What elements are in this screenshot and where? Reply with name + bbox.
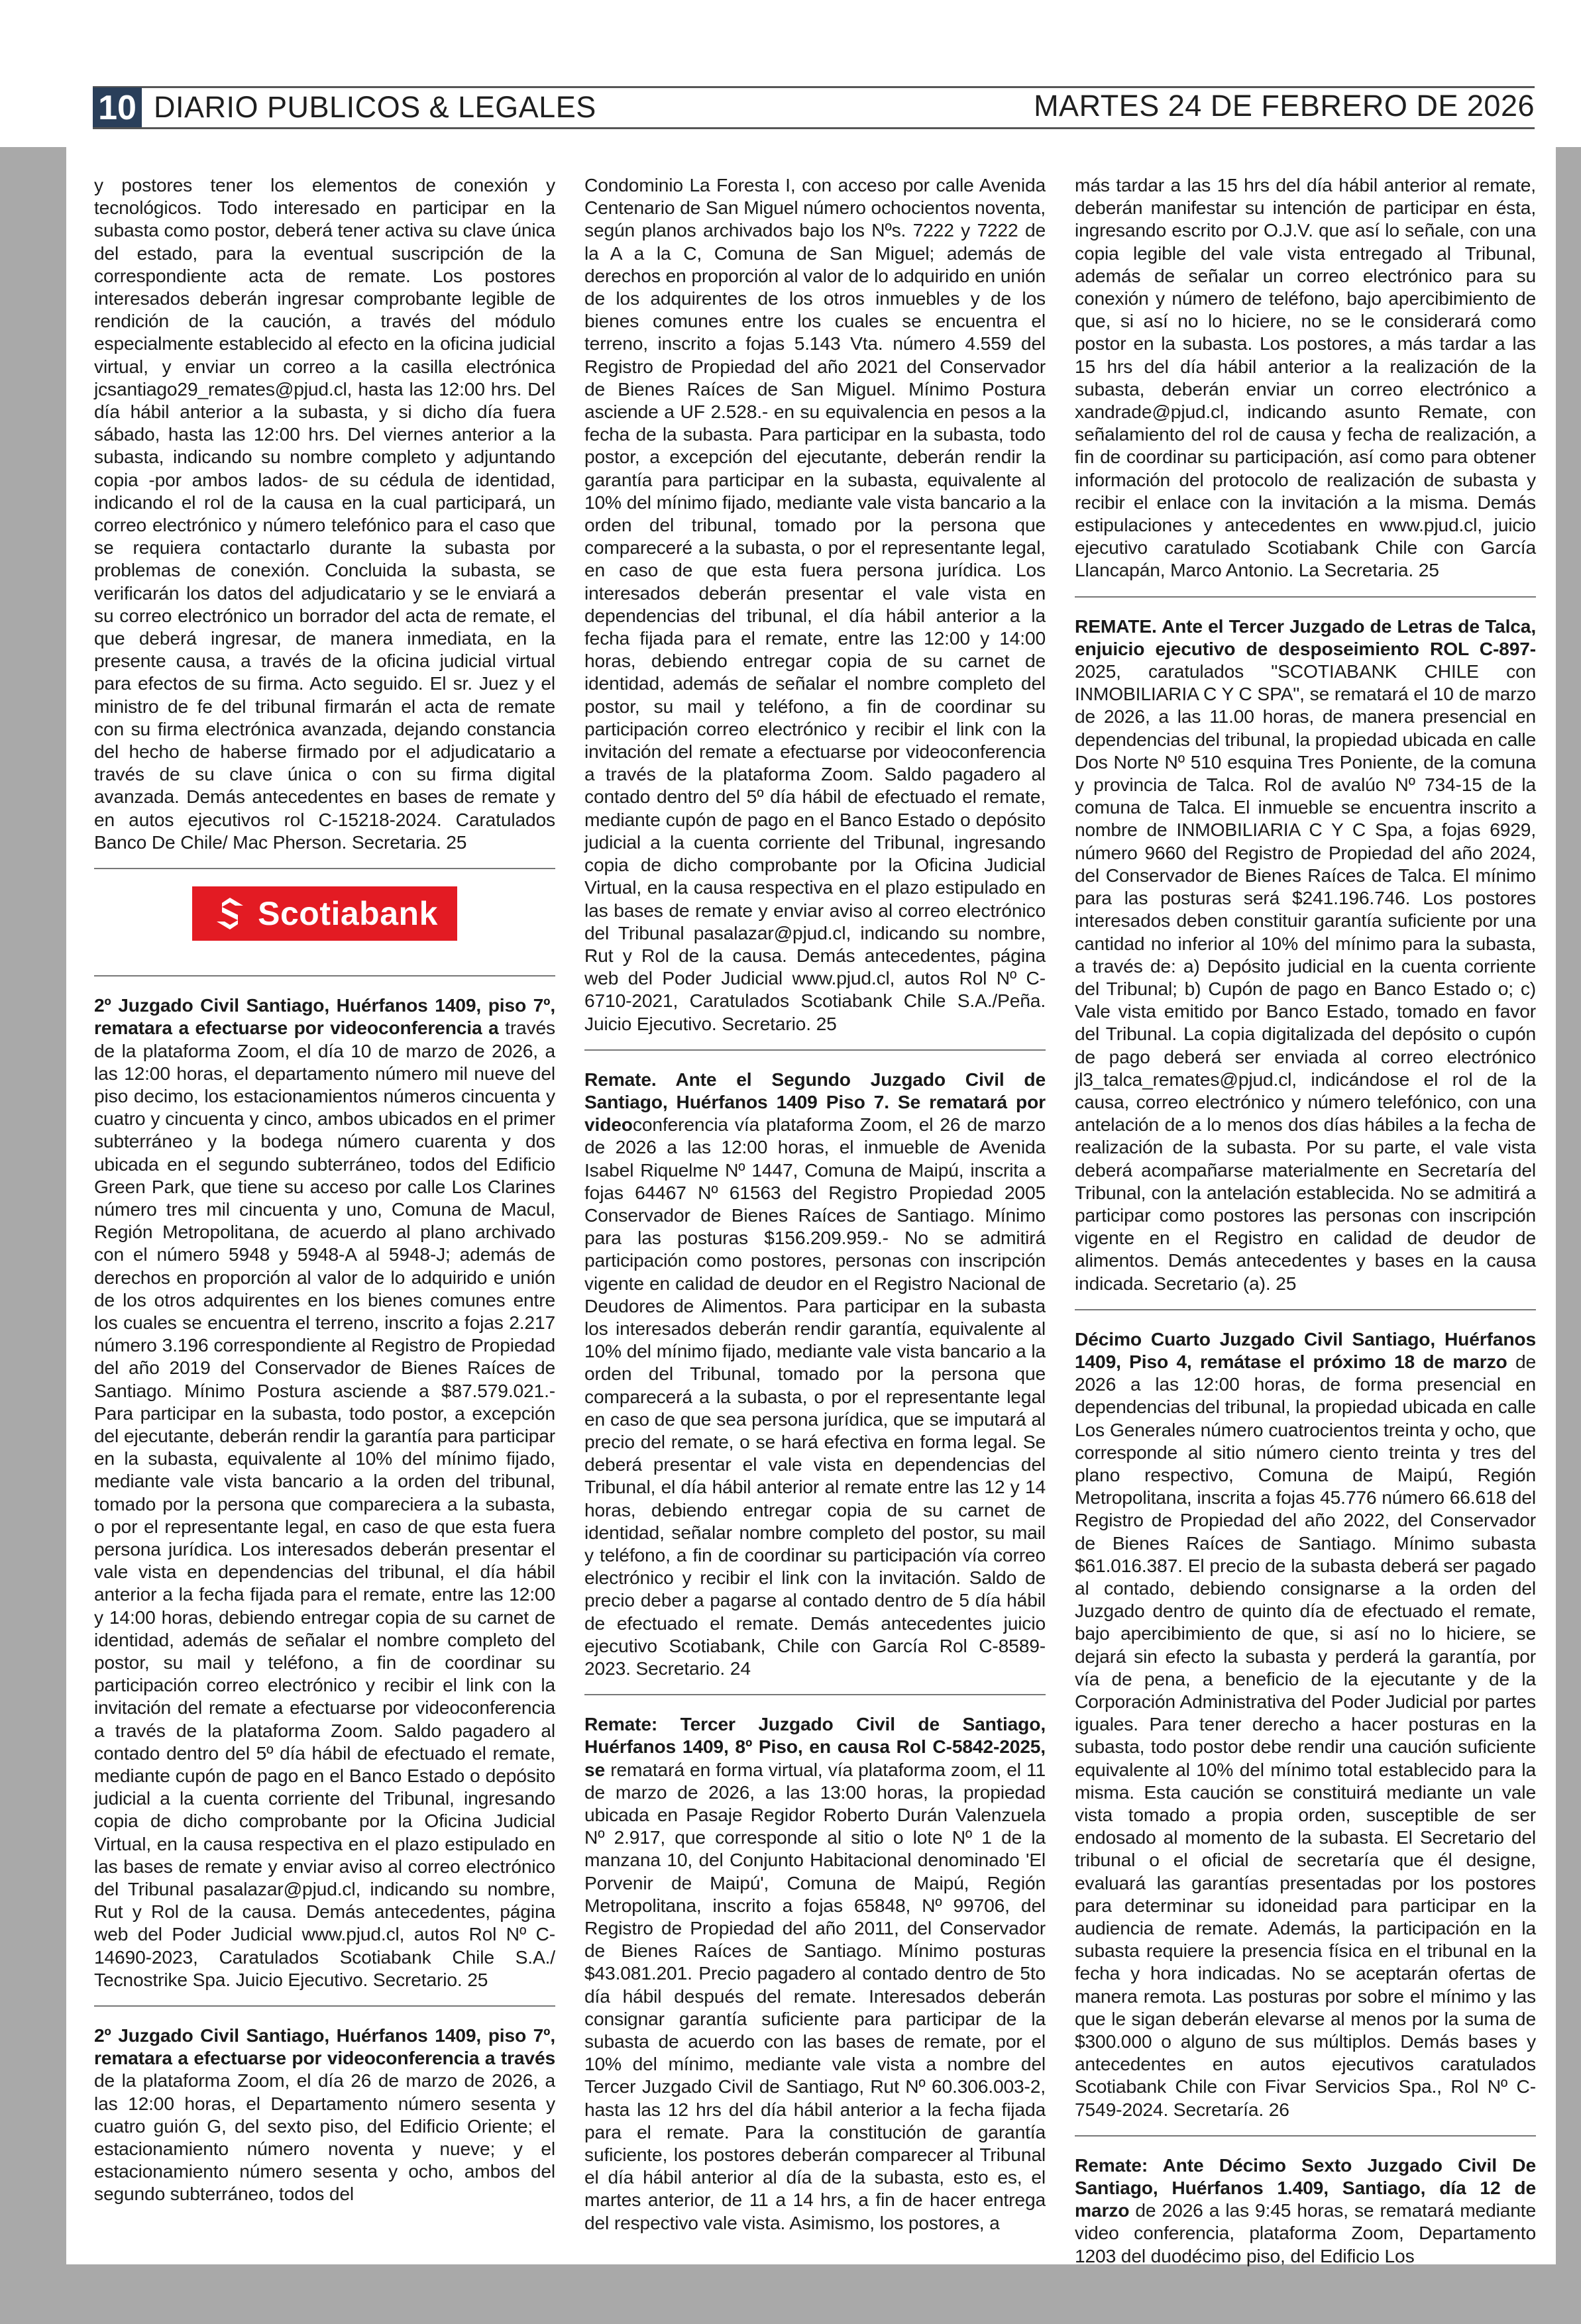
notice: [1075, 615, 1536, 1310]
page-header: [0, 0, 1581, 147]
header-rule-top: [93, 86, 1535, 88]
notice-lead: Décimo Cuarto Juzgado Civil Santiago, Huérfanos 1409, Piso 4, remátase el próximo 18 de marzo: [1075, 1328, 1536, 1372]
notice: [94, 174, 555, 869]
page-content: [66, 147, 1556, 2264]
notice: [584, 1713, 1046, 2248]
notice: [584, 1068, 1046, 1695]
notice-body: Condominio La Foresta I, con acceso por calle Avenida Centenario de San Miguel número ochocientos noventa, según planos archivados bajo los Nºs. 7222 y 7222 de la A a la C, Comuna de San Miguel; además de derechos en proporción al valor de lo adquirido en unión de los adquirentes de los otros inmuebles y de los bienes comunes entre los cuales se encuentra el terreno, inscrito a fojas 5.143 Vta. número 4.559 del Registro de Propiedad del año 2021 del Conservador de Bienes Raíces de San Miguel. Mínimo Postura asciende a UF 2.528.- en su equivalencia en pesos a la fecha de la subasta. Para participar en la subasta, todo postor, a excepción del ejecutante, deberán rendir la garantía para participar en la subasta, equivalente al 10% del mínimo fijado, mediante vale vista bancario a la orden del tribunal, tomado por la persona que compareceré a la subasta, o por el representante legal, en caso de que esta fuera persona jurídica. Los interesados deberán presentar el vale vista en dependencias del tribunal, el día hábil anterior a la fecha fijada para el remate, entre las 12:00 y 14:00 horas, debiendo entregar copia de su carnet de identidad, además de señalar el nombre completo del postor, su mail y teléfono, a fin de coordinar su participación correo electrónico y recibir el link con la invitación del remate a efectuarse por videoconferencia a través de la plataforma Zoom. Saldo pagadero al contado dentro del 5º día hábil de efectuado el remate, mediante cupón de pago en el Banco Estado o depósito judicial a la cuenta corriente del Tribunal, ingresando copia de dicho comprobante por la Oficina Judicial Virtual, en la causa respectiva en el plazo estipulado en las bases de remate y enviar aviso al correo electrónico del Tribunal pasalazar@pjud.cl, indicando su nombre, Rut y Rol de la causa. Demás antecedentes, página web del Poder Judicial www.pjud.cl, autos Rol Nº C-6710-2021, Caratulados Scotiabank Chile S.A./Peña. Juicio Ejecutivo. Secretario. 25: [584, 174, 1046, 1034]
notice-body: través de la plataforma Zoom, el día 10 de marzo de 2026, a las 12:00 horas, el departamento número mil nueve del piso decimo, los estacionamientos números cincuenta y cuatro y cincuenta y cinco, ambos ubicados en el primer subterráneo y la bodega número cuarenta y dos ubicada en el segundo subterráneo, todos del Edificio Green Park, que tiene su acceso por calle Los Clarines número tres mil cincuenta y uno, Comuna de Macul, Región Metropolitana, de acuerdo al plano archivado con el número 5948 y 5948-A al 5948-J; además de derechos en proporción al valor de lo adquirido e unión de los otros adquirentes en los bienes comunes entre los cuales se encuentra el terreno, inscrito a fojas 2.217 número 3.196 correspondiente al Registro de Propiedad del año 2019 del Conservador de Bienes Raíces de Santiago. Mínimo Postura asciende a $87.579.021.- Para participar en la subasta, todo postor, a excepción del ejecutante, deberán rendir la garantía para participar en la subasta, equivalente al 10% del mínimo fijado, mediante vale vista bancario a la orden del tribunal, tomado por la persona que compareciera a la subasta, o por el representante legal, en caso de que esta fuera persona jurídica. Los interesados deberán presentar el vale vista en dependencias del tribunal, el día hábil anterior a la fecha fijada para el remate, entre las 12:00 y 14:00 horas, debiendo entregar copia de su carnet de identidad, además de señalar el nombre completo del postor, su mail y teléfono, a fin de coordinar su participación correo electrónico y recibir el link con la invitación del remate a efectuarse por videoconferencia a través de la plataforma Zoom. Saldo pagadero al contado dentro del 5º día hábil de efectuado el remate, mediante cupón de pago en el Banco Estado o depósito judicial a la cuenta corriente del Tribunal, ingresando copia de dicho comprobante por la Oficina Judicial Virtual, en la causa respectiva en el plazo estipulado en las bases de remate y enviar aviso al correo electrónico del Tribunal pasalazar@pjud.cl, indicando su nombre, Rut y Rol de la causa. Demás antecedentes, página web del Poder Judicial www.pjud.cl, autos Rol Nº C-14690-2023, Caratulados Scotiabank Chile S.A./ Tecnostrike Spa. Juicio Ejecutivo. Secretario. 25: [94, 1017, 555, 1990]
notice: [1075, 174, 1536, 598]
notice: [584, 174, 1046, 1051]
publication-title: DIARIO PUBLICOS & LEGALES: [154, 90, 596, 124]
advertiser-logo-block: [94, 886, 555, 977]
notice: [94, 994, 555, 2007]
notice: [1075, 2154, 1536, 2282]
notice-body: y postores tener los elementos de conexión y tecnológicos. Todo interesado en participar en la subasta como postor, deberá tener activa su clave única del estado, para la eventual suscripción de la correspondiente acta de remate. Los postores interesados deberán ingresar comprobante legible de rendición de la caución, a través del módulo especialmente establecido al efecto en la oficina judicial virtual, y enviar un correo a la casilla electrónica jcsantiago29_remates@pjud.cl, hasta las 12:00 hrs. Del día hábil anterior a la subasta, y si dicho día fuera sábado, hasta las 12:00 hrs. Del viernes anterior a la subasta, indicando su nombre completo y adjuntando copia -por ambos lados- de su cédula de identidad, indicando el rol de la causa en la cual participará, un correo electrónico y número telefónico para el caso que se requiera contactarlo durante la subasta por problemas de conexión. Concluida la subasta, se verificarán los datos del adjudicatario y se le enviará a su correo electrónico un borrador del acta de remate, el que deberá ingresar, de manera inmediata, en la presente causa, a través de la oficina judicial virtual para efectos de su firma. Acto seguido. El sr. Juez y el ministro de fe del tribunal firmarán el acta de remate con su firma electrónica avanzada, dejando constancia del hecho de haberse firmado por el adjudicatario a través de su clave única o con su firma digital avanzada. Demás antecedentes en bases de remate y en autos ejecutivos rol C-15218-2024. Caratulados Banco De Chile/ Mac Pherson. Secretaria. 25: [94, 174, 555, 853]
column-1: [94, 174, 555, 2254]
issue-date: MARTES 24 DE FEBRERO DE 2026: [1034, 89, 1535, 123]
notice-body: 2025, caratulados "SCOTIABANK CHILE con INMOBILIARIA C Y C SPA", se rematará el 10 de marzo de 2026, a las 11.00 horas, de manera presencial en dependencias del tribunal, la propiedad ubicada en calle Dos Norte Nº 510 esquina Tres Poniente, de la comuna y provincia de Talca. Rol de avalúo Nº 734-15 de la comuna de Talca. El inmueble se encuentra inscrito a nombre de INMOBILIARIA C Y C Spa, a fojas 6929, número 9660 del Registro de Propiedad del año 2024, del Conservador de Bienes Raíces de Talca. El mínimo para las posturas será $241.196.746. Los postores interesados deben constituir garantía suficiente por una cantidad no inferior al 10% del mínimo para la subasta, a través de: a) Depósito judicial en la cuenta corriente del Tribunal; b) Cupón de pago en Banco Estado o; c) Vale vista emitido por Banco Estado, tomado en favor del Tribunal. La copia digitalizada del depósito o cupón de pago deberá ser enviada al correo electrónico jl3_talca_remates@pjud.cl, indicándose el rol de la causa, correo electrónico y número telefónico, con una antelación de a lo menos dos días hábiles a la fecha de realización de la subasta. Por su parte, el vale vista deberá acompañarse materialmente en Secretaría del Tribunal, con la antelación establecida. No se admitirá a participar como postores las personas con inscripción vigente en el Registro en calidad de deudor de alimentos. Demás antecedentes y bases en la causa indicada. Secretario (a). 25: [1075, 660, 1536, 1294]
page-number: 10: [93, 87, 142, 127]
scotiabank-logo: [192, 886, 457, 941]
notice-body: de la plataforma Zoom, el día 26 de marzo de 2026, a las 12:00 horas, el Departamento número sesenta y cuatro guión G, del sexto piso, del Edificio Oriente; el estacionamiento número noventa y nueve; y el estacionamiento número sesenta y ocho, ambos del segundo subterráneo, todos del: [94, 2070, 555, 2205]
notice-lead: Remate. Ante el Segundo Juzgado Civil de Santiago, Huérfanos 1409 Piso 7. Se rematará por video: [584, 1068, 1046, 1136]
notice-body: conferencia vía plataforma Zoom, el 26 de marzo de 2026 a las 12:00 horas, el inmueble de Avenida Isabel Riquelme Nº 1447, Comuna de Maipú, inscrita a fojas 64467 Nº 61563 del Registro Propiedad 2005 Conservador de Bienes Raíces de Santiago. Mínimo para las posturas $156.209.959.- No se admitirá participación como postores, personas con inscripción vigente en calidad de deudor en el Registro Nacional de Deudores de Alimentos. Para participar en la subasta los interesados deberán rendir garantía, equivalente al 10% del mínimo fijado, mediante vale vista bancario a la orden del Tribunal, tomado por la persona que comparecerá a la subasta, o por el representante legal en caso de que sea persona jurídica, que se imputará al precio del remate, o se hará efectiva en forma legal. Se deberá presentar el vale vista en dependencias del Tribunal, el día hábil anterior al remate entre las 12 y 14 horas, debiendo entregar copia de su carnet de identidad, señalar nombre completo del postor, su mail y teléfono, a fin de coordinar su participación vía correo electrónico y recibir el link con la invitación. Saldo de precio deber a pagarse al contado dentro de 5 día hábil de efectuado el remate. Demás antecedentes juicio ejecutivo Scotiabank, Chile con García Rol C-8589-2023. Secretario. 24: [584, 1114, 1046, 1679]
header-rule-bottom: [93, 127, 1535, 129]
scotiabank-s-icon: [211, 895, 248, 932]
notice-lead: Remate: Tercer Juzgado Civil de Santiago, Huérfanos 1409, 8º Piso, en causa Rol C-5842-2025, se: [584, 1713, 1046, 1780]
notice-lead: 2º Juzgado Civil Santiago, Huérfanos 1409, piso 7º, rematara a efectuarse por videoconferencia a través: [94, 2025, 555, 2069]
notice-lead: Remate: Ante Décimo Sexto Juzgado Civil De Santiago, Huérfanos 1.409, Santiago, día 12 de marzo: [1075, 2154, 1536, 2221]
notice-body: de 2026 a las 9:45 horas, se rematará mediante video conferencia, plataforma Zoom, Departamento 1203 del duodécimo piso, del Edificio Los: [1075, 2199, 1536, 2266]
notice-body: de 2026 a las 12:00 horas, de forma presencial en dependencias del tribunal, la propiedad ubicada en calle Los Generales número cuatrocientos treinta y ocho, que corresponde al sitio número ciento treinta y tres del plano respectivo, Comuna de Maipú, Región Metropolitana, inscrita a fojas 45.776 número 66.618 del Registro de Propiedad del año 2022, del Conservador de Bienes Raíces de Santiago. Mínimo subasta $61.016.387. El precio de la subasta deberá ser pagado al contado, debiendo consignarse a la orden del Juzgado dentro de quinto día de efectuado el remate, bajo apercibimiento de que, si así no lo hiciere, se dejará sin efecto la subasta y perderá la garantía, por vía de pena, a beneficio de la ejecutante y de la Corporación Administrativa del Poder Judicial por partes iguales. Para tener derecho a hacer posturas en la subasta, todo postor debe rendir una caución suficiente equivalente al 10% del mínimo total establecido para la misma. Esta caución se constituirá mediante un vale vista tomado a propia orden, susceptible de ser endosado al momento de la subasta. El Secretario del tribunal o el oficial de secretaría que él designe, evaluará las garantías presentadas por los postores para determinar su idoneidad para participar en la audiencia de remate. Además, la participación en la subasta requiere la presencia física en el tribunal en la fecha y hora indicadas. No se aceptarán ofertas de manera remota. Las posturas por sobre el mínimo y las que le sigan deberán elevarse al menos por la suma de $300.000 o alguno de sus múltiplos. Demás bases y antecedentes en autos ejecutivos caratulados Scotiabank Chile con Fivar Servicios Spa., Rol Nº C-7549-2024. Secretaría. 26: [1075, 1350, 1536, 2120]
logo-text: Scotiabank: [258, 894, 438, 932]
notice-body: más tardar a las 15 hrs del día hábil anterior al remate, deberán manifestar su intención de participar en ésta, ingresando escrito por O.J.V. que así lo señale, con una copia legible del vale vista entregado al Tribunal, además de señalar un correo electrónico para su conexión y número de teléfono, bajo apercibimiento de que, si así no lo hiciere, no se le considerará como postor en la subasta. Los postores, a más tardar a las 15 hrs del día hábil anterior a la realización de la subasta, deberán enviar un correo electrónico a xandrade@pjud.cl, indicando asunto Remate, con señalamiento del rol de causa y fecha de realización, a fin de coordinar su participación, así como para obtener información del protocolo de realización de subasta y recibir el enlace con la invitación a la misma. Demás estipulaciones y antecedentes en www.pjud.cl, juicio ejecutivo caratulado Scotiabank Chile con García Llancapán, Marco Antonio. La Secretaria. 25: [1075, 174, 1536, 581]
notice-lead: REMATE. Ante el Tercer Juzgado de Letras de Talca, enjuicio ejecutivo de desposeimiento ROL C-897-: [1075, 615, 1536, 659]
column-3: [1075, 174, 1536, 2266]
column-2: [584, 174, 1046, 2254]
notice-body: rematará en forma virtual, vía plataforma zoom, el 11 de marzo de 2026, a las 13:00 horas, la propiedad ubicada en Pasaje Regidor Roberto Durán Valenzuela Nº 2.917, que corresponde al sitio o lote Nº 1 de la manzana 10, del Conjunto Habitacional denominado 'El Porvenir de Maipú', Comuna de Maipú, Región Metropolitana, inscrito a fojas 65848, Nº 99706, del Registro de Propiedad del año 2011, del Conservador de Bienes Raíces de Santiago. Mínimo posturas $43.081.201. Precio pagadero al contado dentro de 5to día hábil después del remate. Interesados deberán consignar garantía suficiente para participar de la subasta de acuerdo con las bases de remate, por el 10% del mínimo, mediante vale vista a nombre del Tercer Juzgado Civil de Santiago, Rut Nº 60.306.003-2, hasta las 12 hrs del día hábil anterior a la fecha fijada para el remate. Para la constitución de garantía suficiente, los postores deberán comparecer al Tribunal el día hábil anterior al día de la subasta, esto es, el martes anterior, de 11 a 14 hrs, a fin de hacer entrega del respectivo vale vista. Asimismo, los postores, a: [584, 1758, 1046, 2233]
notice-lead: 2º Juzgado Civil Santiago, Huérfanos 1409, piso 7º, rematara a efectuarse por videoconferencia a: [94, 994, 555, 1039]
notice: [94, 2024, 555, 2220]
notice: [1075, 1328, 1536, 2137]
